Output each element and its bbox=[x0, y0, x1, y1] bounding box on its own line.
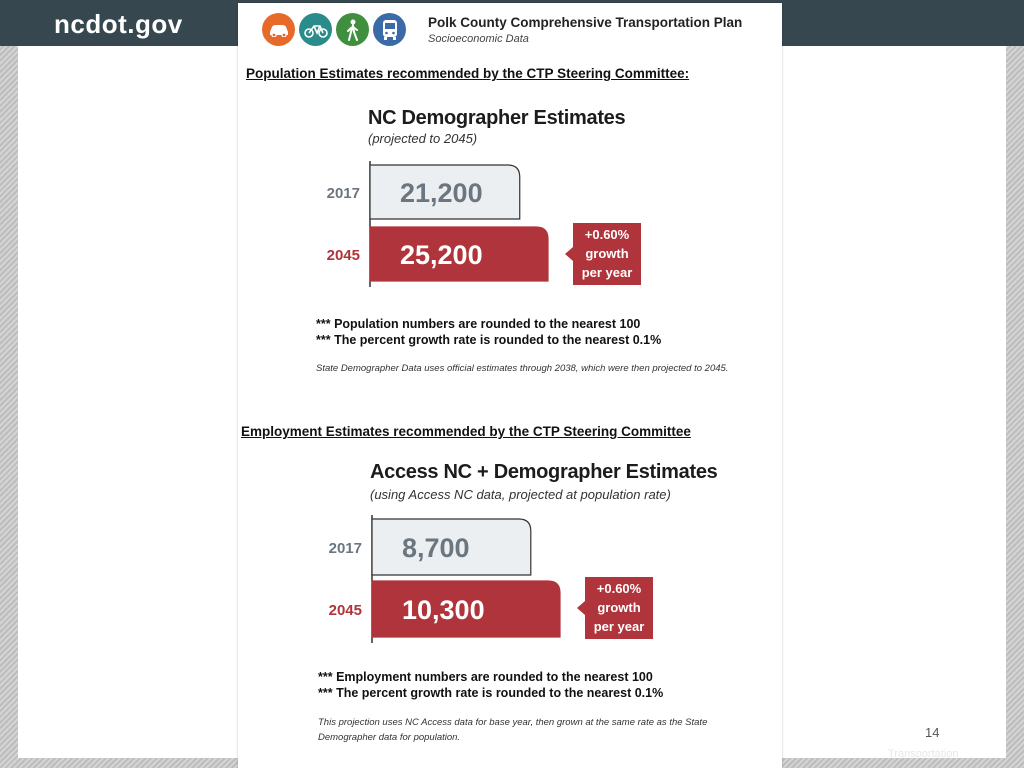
employment-category-label: 2045 bbox=[328, 602, 362, 619]
population-category-label: 2017 bbox=[326, 185, 360, 202]
employment-growth-text: per year bbox=[593, 619, 645, 634]
employment-value-label: 8,700 bbox=[402, 533, 470, 563]
employment-value-label: 10,300 bbox=[402, 595, 485, 625]
car-icon bbox=[262, 13, 295, 46]
pedestrian-icon bbox=[336, 13, 369, 46]
population-growth-text: growth bbox=[585, 246, 629, 261]
employment-growth-text: +0.60% bbox=[596, 581, 642, 596]
population-value-label: 21,200 bbox=[400, 178, 483, 208]
population-growth-text: +0.60% bbox=[584, 227, 630, 242]
bicycle-icon bbox=[299, 13, 332, 46]
population-section-title: Population Estimates recommended by the CTP Steering Committee: bbox=[246, 66, 690, 81]
mode-icons bbox=[262, 13, 406, 46]
employment-category-label: 2017 bbox=[328, 540, 362, 557]
employment-bar-chart bbox=[298, 515, 668, 655]
population-value-label: 25,200 bbox=[400, 240, 483, 270]
employment-note-2: *** The percent growth rate is rounded to the nearest 0.1% bbox=[318, 686, 664, 700]
population-note-2: *** The percent growth rate is rounded to the nearest 0.1% bbox=[316, 333, 662, 347]
population-note-1: *** Population numbers are rounded to the nearest 100 bbox=[316, 317, 641, 331]
employment-note-1: *** Employment numbers are rounded to the nearest 100 bbox=[318, 670, 653, 684]
brand-logo-text: ncdot.gov bbox=[54, 9, 183, 39]
document-subtitle: Socioeconomic Data bbox=[428, 33, 529, 45]
population-chart-subtitle: (projected to 2045) bbox=[368, 131, 478, 146]
employment-chart-title: Access NC + Demographer Estimates bbox=[370, 461, 718, 483]
population-source-note: State Demographer Data uses official estimates through 2038, which were then projected to 2045. bbox=[316, 363, 729, 374]
page-number: 14 bbox=[925, 725, 940, 740]
employment-source-note: This projection uses NC Access data for base year, then grown at the same rate as the State Demographer data for population. bbox=[318, 717, 708, 743]
population-chart-title: NC Demographer Estimates bbox=[368, 107, 626, 129]
footer-faint-text: Transportation bbox=[888, 748, 959, 760]
employment-chart-subtitle: (using Access NC data, projected at population rate) bbox=[370, 487, 671, 502]
bus-icon bbox=[373, 13, 406, 46]
population-bar-chart bbox=[298, 161, 658, 296]
document-image bbox=[238, 3, 782, 768]
document-title: Polk County Comprehensive Transportation Plan bbox=[428, 15, 743, 30]
employment-section-title: Employment Estimates recommended by the CTP Steering Committee bbox=[241, 424, 691, 439]
population-growth-text: per year bbox=[581, 265, 633, 280]
employment-growth-text: growth bbox=[597, 600, 641, 615]
population-category-label: 2045 bbox=[326, 247, 360, 264]
